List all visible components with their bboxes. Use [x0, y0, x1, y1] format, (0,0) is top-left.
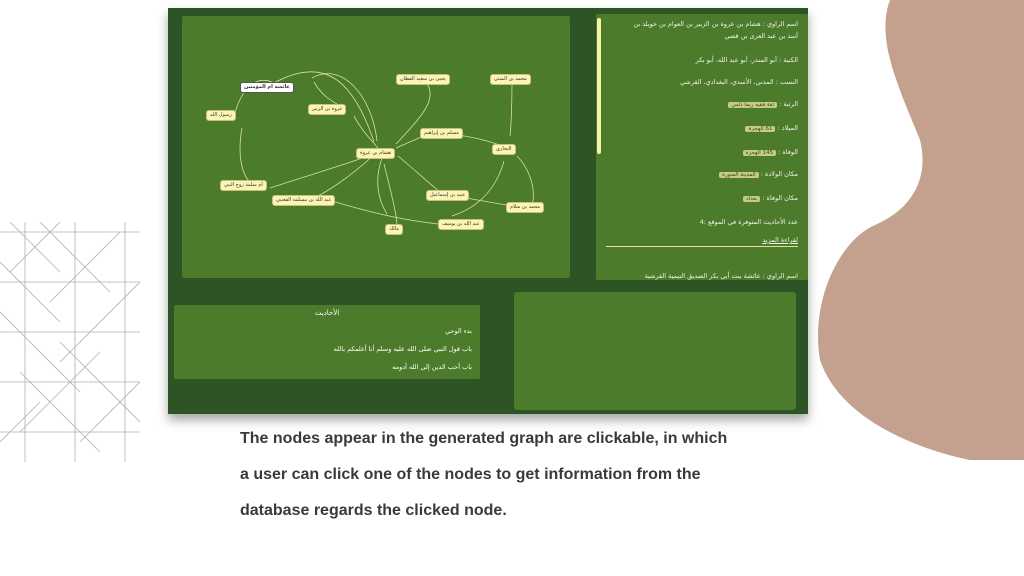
hadith-detail-panel [514, 292, 796, 410]
narrator-graph-panel [182, 16, 570, 278]
narrator-death-place [743, 194, 798, 202]
narrator-name-line2: أسد بن عبد العزى بن قصي [724, 32, 798, 40]
graph-node-muslim[interactable]: مسلم بن إبراهيم [420, 128, 463, 139]
read-more-link[interactable]: لقراءة المزيد [762, 236, 798, 244]
next-narrator-name: اسم الراوي : عائشة بنت أبي بكر الصديق التيمية القرشية [644, 272, 798, 280]
info-scrollbar[interactable] [597, 18, 601, 154]
narrator-hadith-count: عدد الأحاديث المتوفرة في الموقع :4 [699, 218, 798, 226]
death-label: الوفاة : [778, 148, 798, 156]
narrator-kunya: الكنية : أبو المنذر، أبو عبد الله، أبو بكر [695, 56, 798, 64]
graph-node-yahya[interactable]: يحيى بن سعيد القطان [396, 74, 450, 85]
death-badge: 145 الهجرة [743, 150, 776, 156]
info-divider [606, 246, 798, 247]
graph-node-urwa[interactable]: عروة بن الزبير [308, 104, 346, 115]
rank-badge: ثقة فقيه ربما دلس [728, 102, 777, 108]
decorative-line-pattern [0, 222, 140, 462]
graph-node-rasul[interactable]: رسول الله [206, 110, 236, 121]
graph-node-hisham[interactable]: هشام بن عروة [356, 148, 395, 159]
narrator-nasab: النسب : المدني، الأسدي، البغدادي، القرشي [680, 78, 798, 86]
narrator-birth-place [719, 170, 798, 178]
rank-label: الرتبة : [779, 100, 798, 108]
narrator-rank [728, 100, 798, 108]
graph-node-ubayd[interactable]: عبيد بن إسماعيل [426, 190, 469, 201]
graph-node-umm-salama[interactable]: أم سلمة زوج النبي [220, 180, 267, 191]
caption-line-2: a user can click one of the nodes to get information from the [240, 466, 701, 483]
app-screenshot [168, 8, 808, 414]
narrator-info-panel [596, 14, 808, 280]
death-place-badge: بغداد [743, 196, 760, 202]
birth-place-badge: المدينة المنورة [719, 172, 759, 178]
graph-node-aisha[interactable]: عائشة ام المؤمنين [240, 82, 294, 93]
hadith-item[interactable]: بدء الوحي [445, 327, 472, 335]
graph-node-muhammad-salam[interactable]: محمد بن سلام [506, 202, 544, 213]
caption-line-1: The nodes appear in the generated graph are clickable, in which [240, 430, 728, 447]
graph-node-abdullah-yusuf[interactable]: عبد الله بن يوسف [438, 219, 484, 230]
graph-node-bukhari[interactable]: البخاري [492, 144, 516, 155]
birth-badge: 61 الهجرة [745, 126, 775, 132]
narrator-name-line1: اسم الراوي : هشام بن عروة بن الزبير بن العوام بن خويلد بن [633, 20, 798, 28]
graph-node-abdullah-maslama[interactable]: عبد الله بن مسلمة القعنبي [272, 195, 335, 206]
caption-line-3: database regards the clicked node. [240, 502, 507, 519]
hadith-list-panel [174, 305, 480, 379]
narrator-death [743, 148, 798, 156]
death-place-label: مكان الوفاة : [762, 194, 798, 202]
hadith-item[interactable]: باب أحب الدين إلى الله أدومه [392, 363, 472, 371]
birth-place-label: مكان الولادة : [760, 170, 798, 178]
decorative-blob [780, 0, 1024, 460]
graph-node-muhammad-muthanna[interactable]: محمد بن المثنى [490, 74, 531, 85]
hadith-list-title: الأحاديث [314, 309, 340, 317]
graph-node-malik[interactable]: مالك [385, 224, 403, 235]
narrator-birth [745, 124, 798, 132]
birth-label: الميلاد : [777, 124, 798, 132]
hadith-item[interactable]: باب قول النبي صلى الله عليه وسلم أنا أعلمكم بالله [333, 345, 472, 353]
